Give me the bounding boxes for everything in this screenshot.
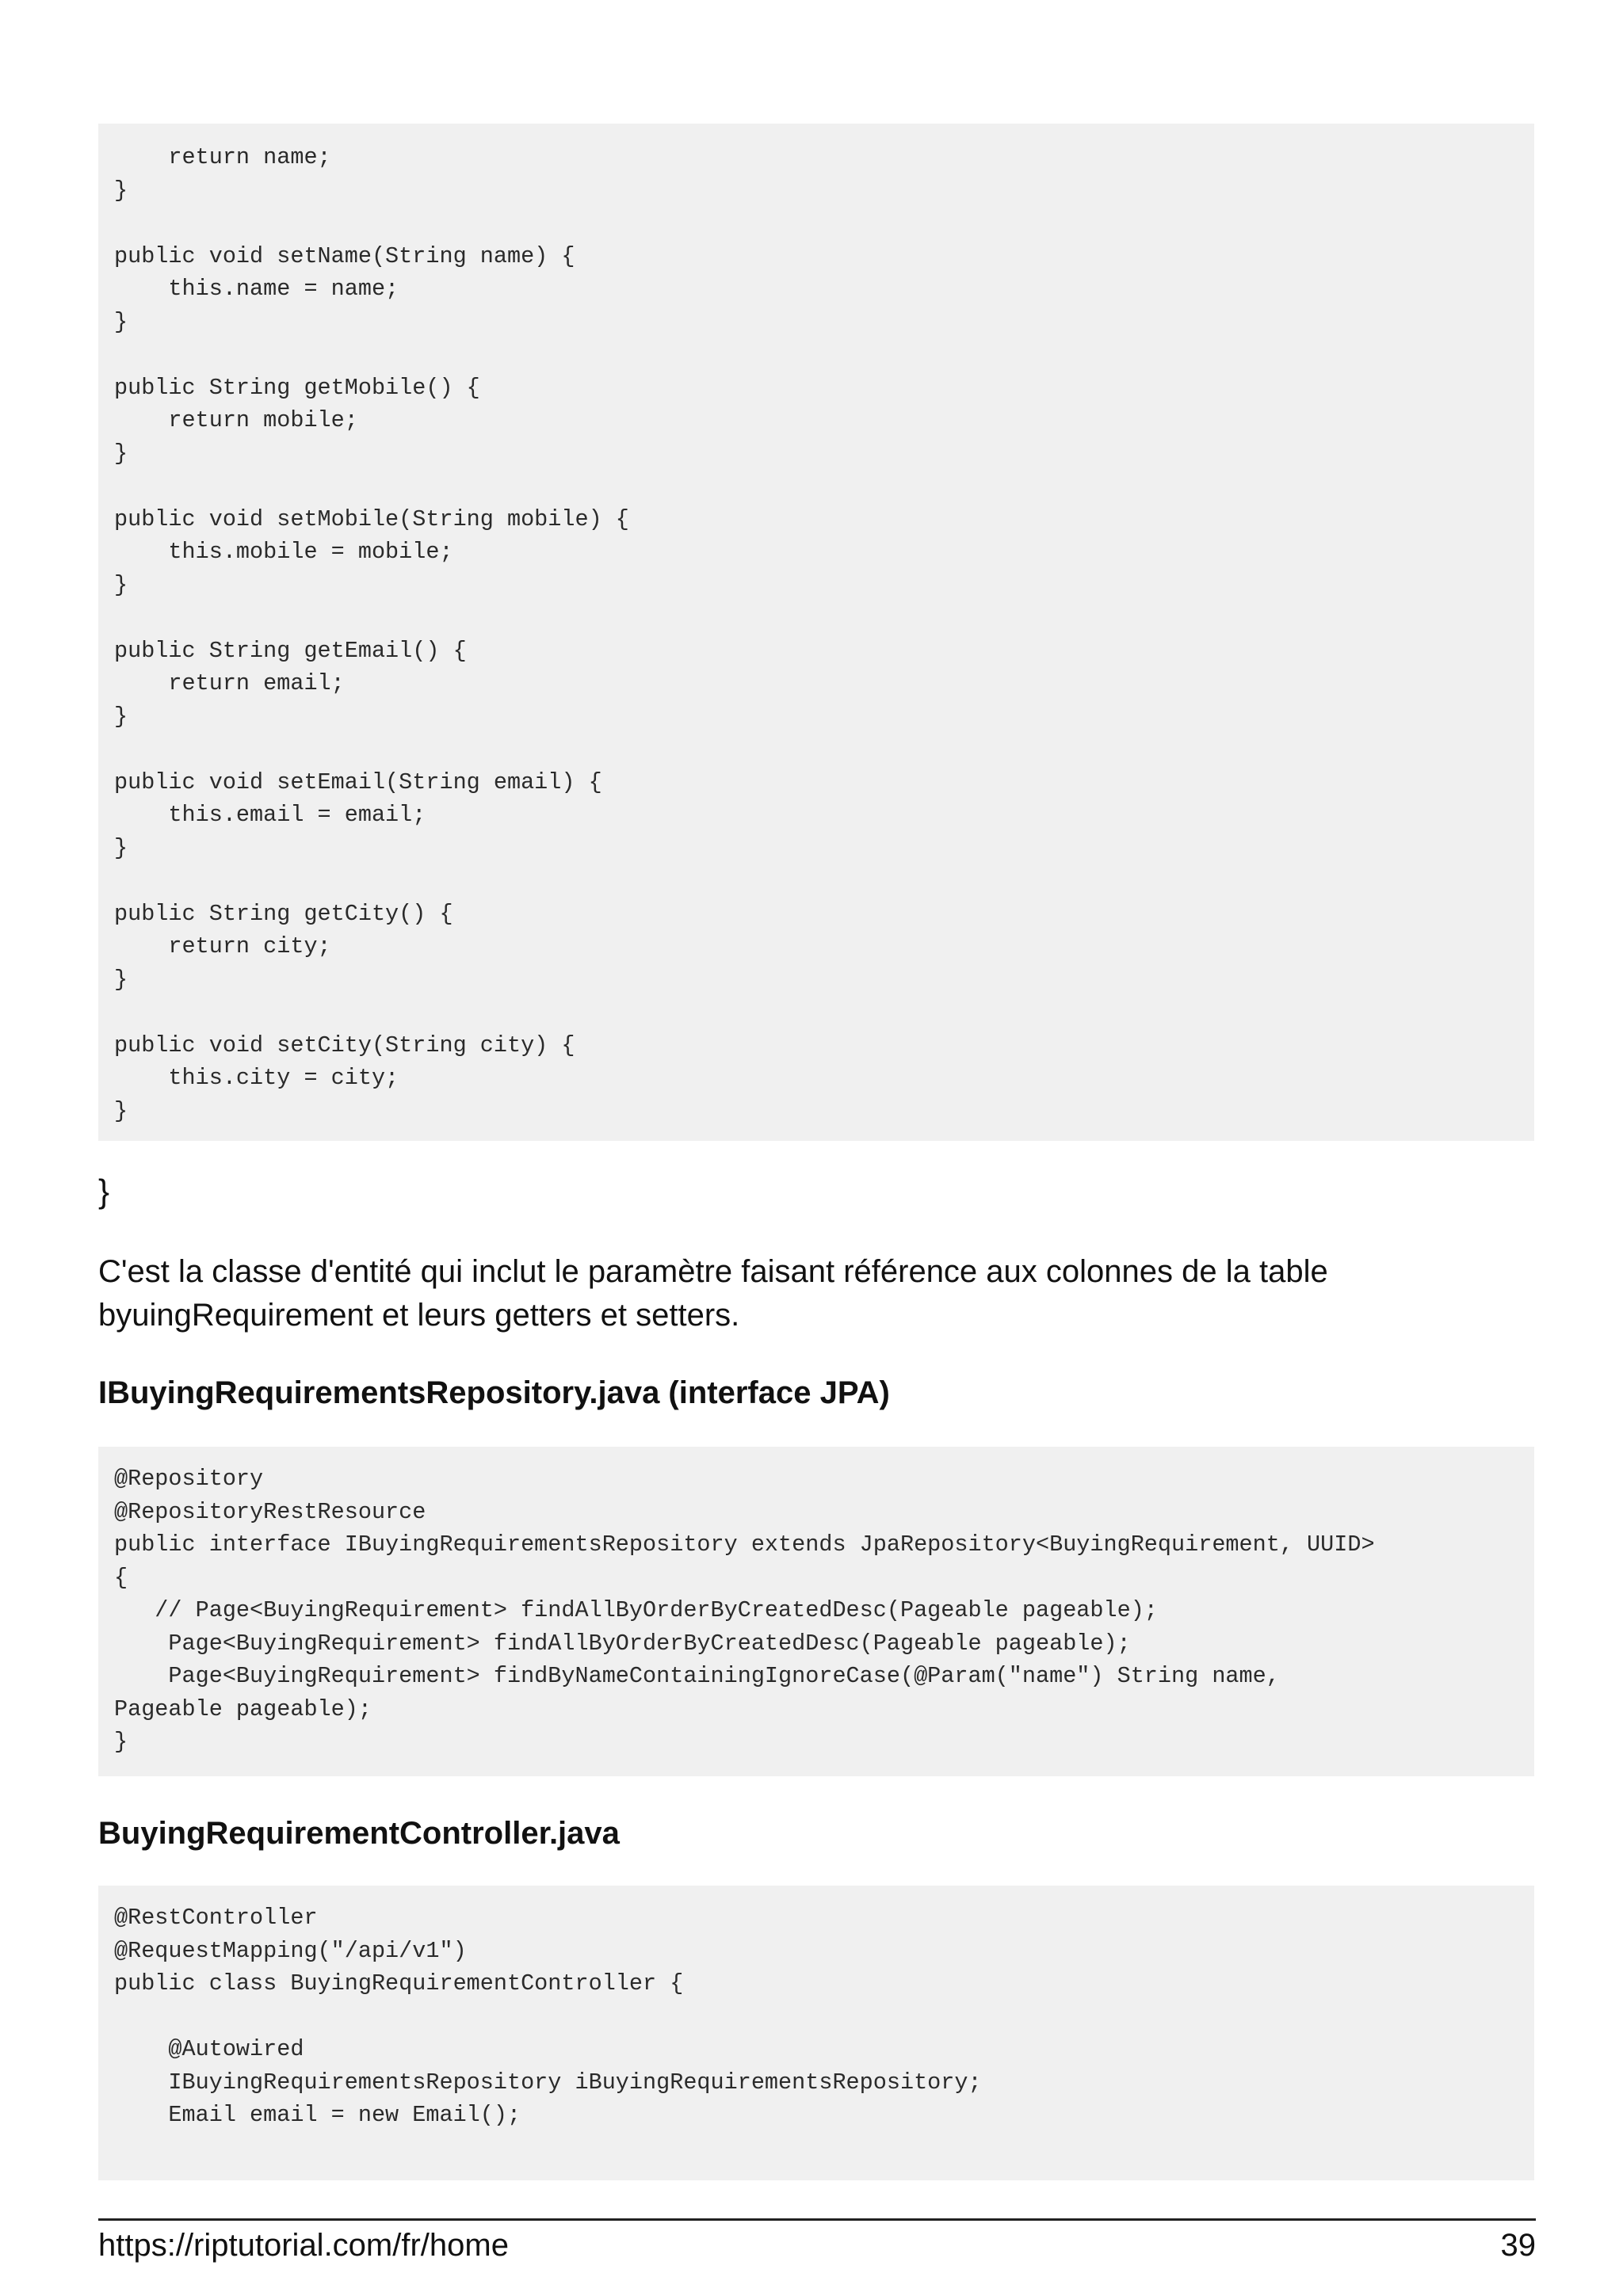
code-text: @RestController @RequestMapping("/api/v1") public class BuyingRequirementController { @Autowired IBuyingRequirementsRepository iBuyingRequirementsRepository; Email email = new Email(); bbox=[114, 1905, 982, 2128]
code-block-entity bbox=[98, 124, 1534, 1141]
code-block-controller bbox=[98, 1886, 1534, 2180]
code-text: @Repository @RepositoryRestResource public interface IBuyingRequirementsRepository extends JpaRepository<BuyingRequirement, UUID> { // Page<BuyingRequirement> findAllByOrderByCreatedDesc(Pageable pageable); Page<BuyingRequirement> findAllByOrderByCreatedDesc(Pageable pageable); Page<BuyingRequirement> findByNameContainingIgnoreCase(@Param("name") String name, Pageable pageable); } bbox=[114, 1466, 1375, 1755]
footer-divider bbox=[98, 2218, 1536, 2221]
body-paragraph: C'est la classe d'entité qui inclut le paramètre faisant référence aux colonnes de la table byuingRequirement et leurs getters et setters. bbox=[98, 1254, 1328, 1333]
footer-url[interactable]: https://riptutorial.com/fr/home bbox=[98, 2228, 509, 2263]
code-block-repository bbox=[98, 1447, 1534, 1776]
section-heading-repository: IBuyingRequirementsRepository.java (interface JPA) bbox=[98, 1375, 890, 1410]
code-text: return name; } public void setName(String name) { this.name = name; } public String getMobile() { return mobile; } public void setMobile(String mobile) { this.mobile = mobile; } public String getEmail() { return email; } public void setEmail(String email) { this.email = email; } public String getCity() { return city; } public void setCity(String city) { this.city = city; } bbox=[114, 144, 629, 1124]
page-number: 39 bbox=[1500, 2228, 1536, 2263]
section-heading-controller: BuyingRequirementController.java bbox=[98, 1816, 620, 1851]
closing-brace: } bbox=[98, 1173, 110, 1210]
